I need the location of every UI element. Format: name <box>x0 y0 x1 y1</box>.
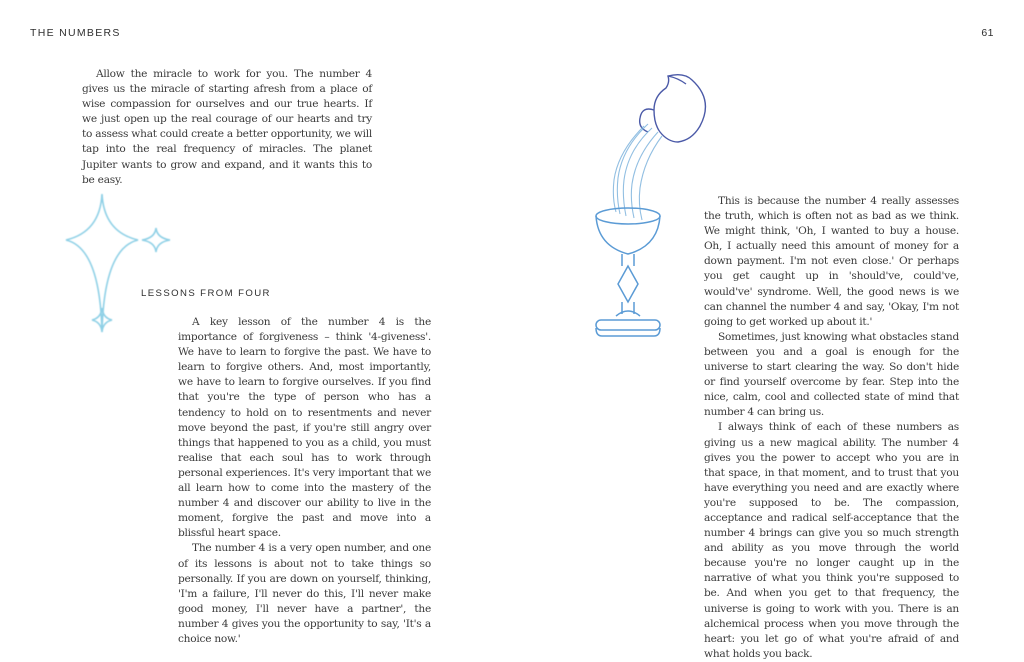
sparkle-stars-icon <box>64 190 176 336</box>
lessons-paragraph: A key lesson of the number 4 is the importance of forgiveness – think '4-giveness'. We have to learn to forgive the past. We have to learn to forgive others. And, most importantly, we have to learn to forgive ourselves. If you find that you're the type of person who has a tendency to hold on to resentments and never move beyond the past, if you're still angry over things that happened to you as a child, you must realise that each soul has to work through personal experiences. It's very important that we all learn how to come into the mastery of the number 4 and discover our ability to live in the moment, forgive the past and move into a blissful heart space. <box>178 316 431 540</box>
running-header: THE NUMBERS <box>30 27 121 39</box>
page-number: 61 <box>981 27 994 39</box>
right-column-text <box>704 194 959 662</box>
water-stream-icon <box>613 124 662 220</box>
lessons-text <box>178 315 431 647</box>
lessons-heading: LESSONS FROM FOUR <box>141 288 271 299</box>
lessons-paragraph: The number 4 is a very open number, and one of its lessons is about not to take things so personally. If you are down on yourself, thinking, 'I'm a failure, I'll never do this, I'll never make good money, I'll never have a partner', the number 4 gives you the opportunity to say, 'It's a choice now.' <box>178 542 431 645</box>
right-paragraph: Sometimes, just knowing what obstacles stand between you and a goal is enough for the universe to start clearing the way. So don't hide or find yourself overcome by fear. Step into the nice, calm, cool and collected state of mind that number 4 can bring us. <box>704 330 959 419</box>
right-paragraph: I always think of each of these numbers as giving us a new magical ability. The number 4 gives you the power to accept who you are in that space, in that moment, and to trust that you have everything you need and are exactly where you're supposed to be. The compassion, acceptance and radical self-acceptance that the number 4 brings can give you so much strength and ability as you move through the world because you're no longer caught up in the narrative of what you think you're supposed to be. And when you get to that frequency, the universe is going to work with you. There is an alchemical process when you move through the heart: you let go of what you're afraid of and what holds you back. <box>704 421 959 660</box>
pitcher-pouring-into-chalice-icon <box>588 70 712 348</box>
intro-paragraph: Allow the miracle to work for you. The number 4 gives us the miracle of starting afresh from a place of wise compassion for ourselves and our true hearts. If we just open up the real courage of our hearts and try to assess what could create a better opportunity, we will tap into the real frequency of miracles. The planet Jupiter wants to grow and expand, and it wants this to be easy. <box>82 68 372 186</box>
pitcher-icon <box>640 75 706 142</box>
intro-text <box>82 67 372 188</box>
right-paragraph: This is because the number 4 really assesses the truth, which is often not as bad as we think. We might think, 'Oh, I wanted to buy a house. Oh, I actually need this amount of money for a down payment. I'm not even close.' Or perhaps you get caught up in 'should've, could've, would've' syndrome. Well, the good news is we can channel the number 4 and say, 'Okay, I'm not going to get worked up about it.' <box>704 195 959 328</box>
chalice-icon <box>596 208 660 336</box>
